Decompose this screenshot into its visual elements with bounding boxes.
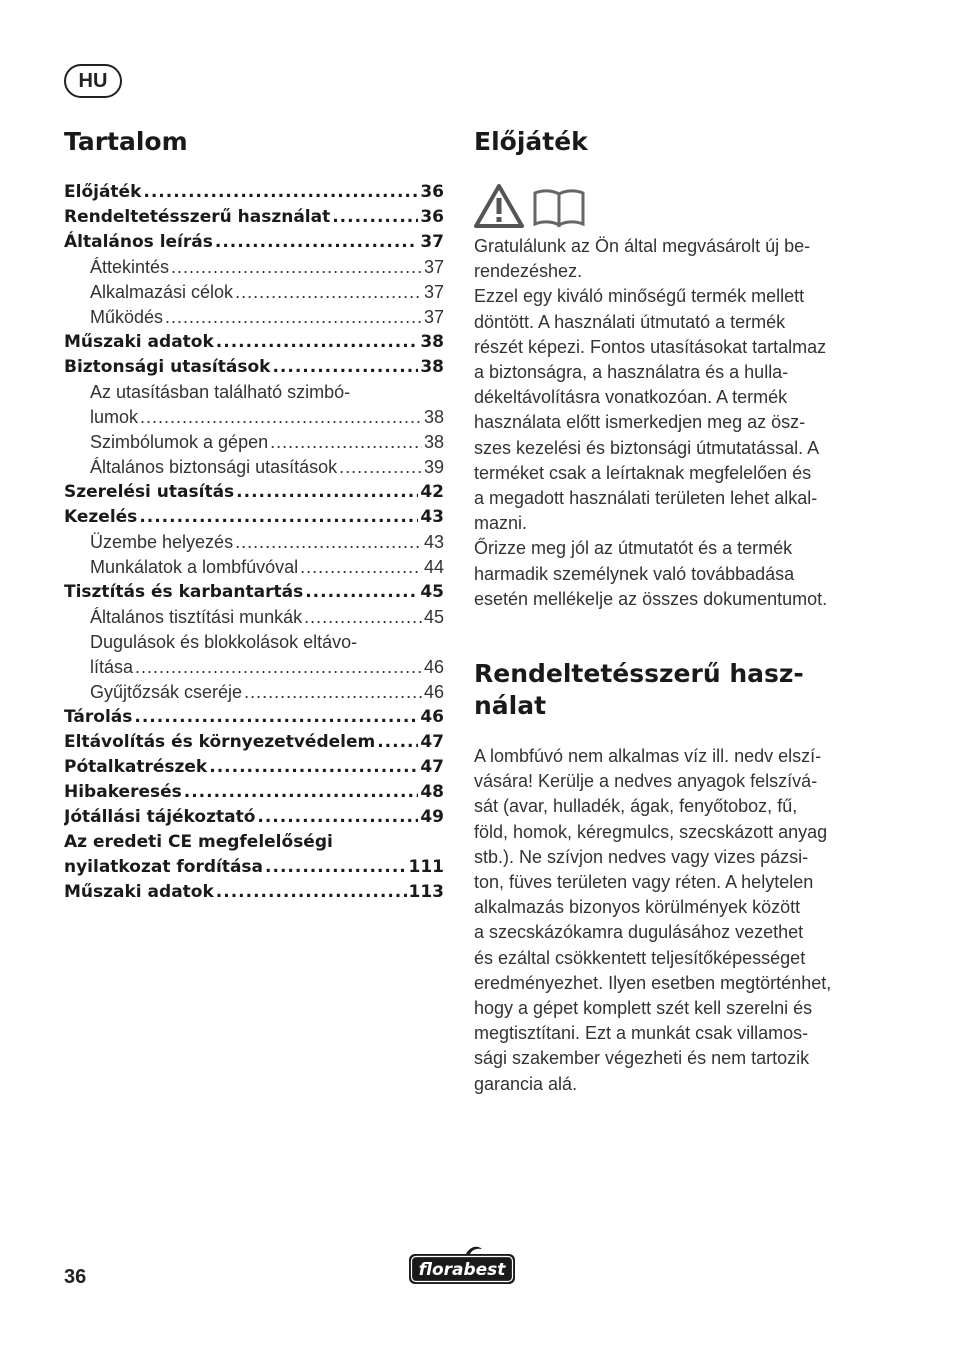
toc-page-number: 46 (420, 707, 444, 727)
toc-page-number: 37 (423, 257, 444, 277)
toc-leader-dots (134, 705, 418, 730)
toc-subentry (64, 280, 444, 305)
toc-entry-title: Pótalkatrészek (64, 757, 208, 777)
toc-entry (64, 230, 444, 255)
toc-entry-title: Munkálatok a lombfúvóval (90, 557, 299, 577)
text-line: alkalmazás bizonyos körülmények között (474, 897, 801, 918)
warning-triangle-icon (474, 184, 524, 228)
toc-subentry (64, 430, 444, 455)
toc-entry-title: Előjáték (64, 182, 142, 202)
toc-entry-title: Eltávolítás és környezetvédelem (64, 732, 376, 752)
toc-subentry (64, 305, 444, 330)
toc-entry-title: Üzembe helyezés (90, 532, 234, 552)
toc-entry-title: Működés (90, 307, 164, 327)
text-line: megtisztítani. Ezt a munkát csak villamos- (474, 1023, 809, 1044)
text-line: a szecskázókamra dugulásához vezethet (474, 922, 804, 943)
toc-entry-title: lítása (90, 657, 134, 677)
text-line: dékeltávolításra vonatkozóan. A termék (474, 387, 788, 408)
table-of-contents (64, 126, 444, 905)
toc-leader-dots (140, 405, 422, 430)
toc-leader-dots (216, 880, 407, 905)
usage-body (474, 744, 864, 1097)
toc-entry (64, 805, 444, 830)
toc-page-number: 42 (420, 482, 444, 502)
toc-entry-title: Gyűjtőzsák cseréje (90, 682, 243, 702)
text-line: hogy a gépet komplett szét kell szerelni és (474, 998, 813, 1019)
usage-title-line-1: Rendeltetésszerű hasz- (474, 659, 804, 689)
toc-list (64, 180, 444, 905)
toc-page-number: 45 (420, 582, 444, 602)
text-line: föld, homok, kéregmulcs, szecskázott anyag (474, 821, 828, 842)
text-line: sági szakember végezheti és nem tartozik (474, 1048, 810, 1069)
toc-subentry (64, 655, 444, 680)
toc-leader-dots (257, 805, 418, 830)
toc-leader-dots (305, 580, 418, 605)
text-line: sát (avar, hulladék, ágak, fenyőtoboz, fű, (474, 796, 798, 817)
toc-entry (64, 355, 444, 380)
toc-entry-title: Szimbólumok a gépen (90, 432, 269, 452)
toc-entry (64, 730, 444, 755)
toc-page-number: 36 (420, 207, 444, 227)
toc-subentry (64, 605, 444, 630)
text-line: ton, füves területen vagy réten. A helytelen (474, 872, 814, 893)
intro-body (474, 234, 864, 612)
toc-entry-title: Műszaki adatok (64, 882, 214, 902)
toc-subentry (64, 455, 444, 480)
toc-page-number: 36 (420, 182, 444, 202)
toc-page-number: 37 (423, 307, 444, 327)
toc-subentry (64, 555, 444, 580)
toc-entry-title: Kezelés (64, 507, 138, 527)
page-number: 36 (64, 1266, 87, 1288)
usage-title (474, 658, 864, 722)
toc-entry-title: Rendeltetésszerű használat (64, 207, 331, 227)
text-line: döntött. A használati útmutató a termék (474, 311, 786, 332)
toc-entry-continued: Az eredeti CE megfelelőségi (64, 832, 333, 852)
toc-subentry (64, 405, 444, 430)
toc-entry (64, 705, 444, 730)
toc-entry (64, 780, 444, 805)
text-line: a biztonságra, a használatra és a hulla- (474, 362, 789, 383)
toc-page-number: 37 (423, 282, 444, 302)
intro-column (474, 126, 864, 1097)
toc-entry (64, 580, 444, 605)
toc-leader-dots (332, 205, 418, 230)
toc-page-number: 47 (420, 732, 444, 752)
toc-page-number: 38 (423, 432, 444, 452)
toc-entry-title: Jótállási tájékoztató (64, 807, 256, 827)
text-line: eredményezhet. Ilyen esetben megtörténhet, (474, 972, 832, 993)
text-line: használata előtt ismerkedjen meg az ösz- (474, 412, 806, 433)
toc-leader-dots (215, 230, 418, 255)
toc-page-number: 111 (408, 857, 444, 877)
text-line: harmadik személynek való továbbadása (474, 563, 795, 584)
toc-title: Tartalom (64, 127, 188, 156)
toc-leader-dots (304, 605, 422, 630)
toc-leader-dots (244, 680, 422, 705)
toc-entry-title: lumok (90, 407, 139, 427)
text-line: terméket csak a leírtaknak megfelelően és (474, 462, 812, 483)
toc-page-number: 38 (423, 407, 444, 427)
toc-page-number: 113 (408, 882, 444, 902)
toc-leader-dots (135, 655, 422, 680)
toc-entry-title: Általános tisztítási munkák (90, 607, 303, 627)
text-line: vására! Kerülje a nedves anyagok felszívá- (474, 771, 818, 792)
toc-entry (64, 330, 444, 355)
toc-entry (64, 180, 444, 205)
toc-leader-dots (216, 330, 419, 355)
toc-entry (64, 505, 444, 530)
toc-entry (64, 205, 444, 230)
toc-leader-dots (209, 755, 418, 780)
toc-subentry (64, 530, 444, 555)
toc-entry-title: Általános leírás (64, 232, 213, 252)
toc-entry-continued: Az utasításban található szimbó- (90, 382, 351, 402)
text-line: stb.). Ne szívjon nedves vagy vizes pázsi- (474, 846, 809, 867)
text-line: mazni. (474, 513, 528, 534)
symbol-icons (474, 184, 864, 228)
text-line: garancia alá. (474, 1073, 578, 1094)
toc-page-number: 46 (423, 657, 444, 677)
text-line: részét képezi. Fontos utasításokat tartalmaz (474, 336, 827, 357)
toc-page-number: 47 (420, 757, 444, 777)
toc-leader-dots (235, 280, 422, 305)
language-badge: HU (64, 64, 122, 98)
toc-leader-dots (272, 355, 418, 380)
toc-page-number: 39 (423, 457, 444, 477)
logo-text: florabest (418, 1260, 506, 1280)
toc-page-number: 48 (420, 782, 444, 802)
toc-entry-title: Szerelési utasítás (64, 482, 235, 502)
toc-entry (64, 755, 444, 780)
text-line: szes kezelési és biztonsági útmutatással. A (474, 437, 820, 458)
toc-entry-title: Alkalmazási célok (90, 282, 234, 302)
toc-entry-title: Műszaki adatok (64, 332, 214, 352)
toc-entry-title: Áttekintés (90, 257, 170, 277)
toc-leader-dots (165, 305, 422, 330)
toc-entry (64, 855, 444, 880)
toc-leader-dots (300, 555, 422, 580)
toc-subentry (64, 255, 444, 280)
toc-entry (64, 880, 444, 905)
toc-page-number: 44 (423, 557, 444, 577)
text-line: és ezáltal csökkentett teljesítőképességet (474, 947, 806, 968)
toc-page-number: 43 (420, 507, 444, 527)
toc-page-number: 45 (423, 607, 444, 627)
toc-page-number: 37 (420, 232, 444, 252)
manual-book-icon (532, 188, 586, 228)
text-line: Gratulálunk az Ön által megvásárolt új be- (474, 236, 811, 256)
toc-entry (64, 480, 444, 505)
toc-subentry (64, 680, 444, 705)
toc-entry-title: Biztonsági utasítások (64, 357, 271, 377)
toc-leader-dots (265, 855, 406, 880)
toc-entry-title: Tisztítás és karbantartás (64, 582, 304, 602)
text-line: Ezzel egy kiváló minőségű termék mellett (474, 286, 805, 307)
toc-entry-continued: Dugulások és blokkolások eltávo- (90, 632, 358, 652)
text-line: rendezéshez. (474, 261, 583, 282)
toc-leader-dots (139, 505, 418, 530)
toc-page-number: 38 (420, 357, 444, 377)
toc-page-number: 38 (420, 332, 444, 352)
toc-entry-title: Általános biztonsági utasítások (90, 457, 338, 477)
toc-leader-dots (171, 255, 422, 280)
toc-entry-title: nyilatkozat fordítása (64, 857, 264, 877)
toc-leader-dots (235, 530, 422, 555)
intro-title: Előjáték (474, 127, 588, 156)
toc-leader-dots (184, 780, 419, 805)
text-line: esetén mellékelje az összes dokumentumot. (474, 588, 828, 609)
usage-title-line-2: nálat (474, 691, 547, 721)
toc-leader-dots (236, 480, 418, 505)
toc-page-number: 46 (423, 682, 444, 702)
text-line: a megadott használati területen lehet alkal- (474, 488, 818, 509)
toc-page-number: 49 (420, 807, 444, 827)
toc-page-number: 43 (423, 532, 444, 552)
text-line: A lombfúvó nem alkalmas víz ill. nedv elszí- (474, 746, 822, 767)
toc-leader-dots (143, 180, 418, 205)
toc-leader-dots (339, 455, 422, 480)
toc-entry-title: Tárolás (64, 707, 133, 727)
toc-leader-dots (377, 730, 418, 755)
florabest-logo (406, 1246, 518, 1288)
toc-leader-dots (270, 430, 422, 455)
text-line: Őrizze meg jól az útmutatót és a termék (474, 538, 793, 559)
toc-entry-title: Hibakeresés (64, 782, 182, 802)
